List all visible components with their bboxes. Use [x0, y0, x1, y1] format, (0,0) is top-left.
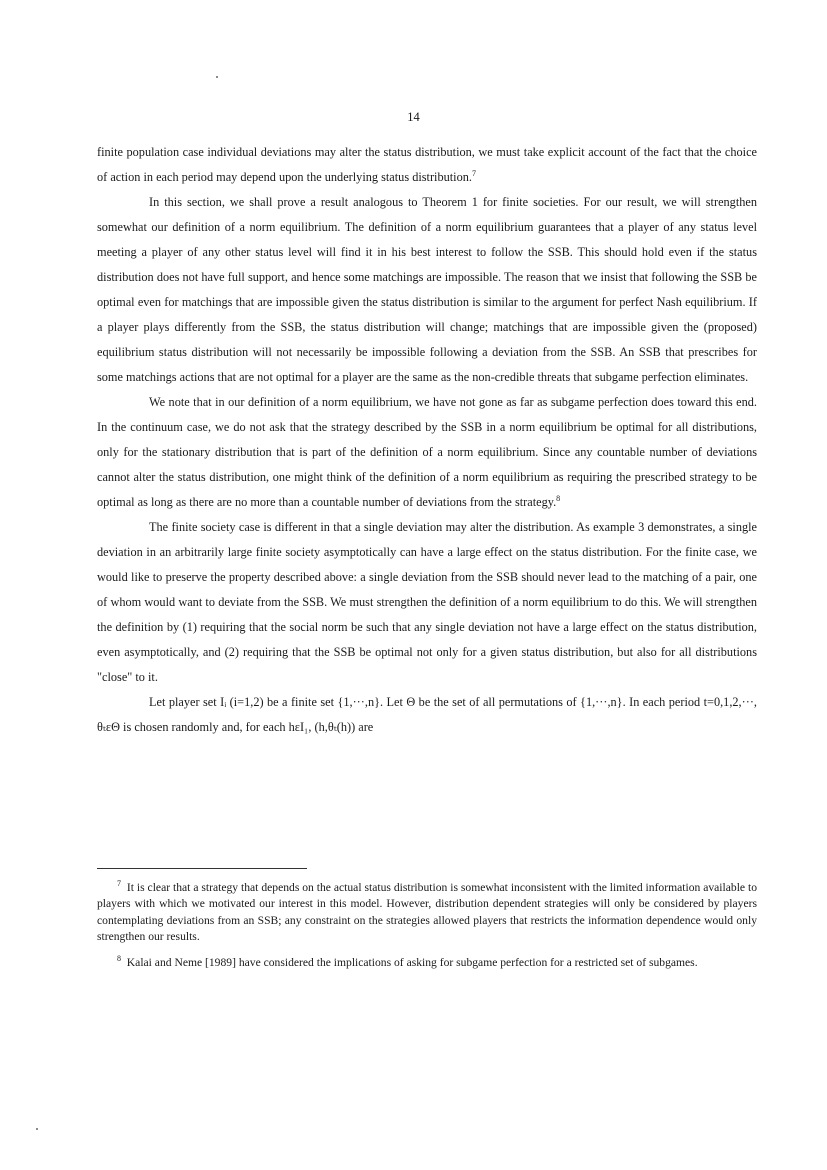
paragraph: finite population case individual deviations may alter the status distribution, we must take explicit account of the fact that the choice of action in each period may depend upon the underlying status distribution.$^7$ — [97, 145, 757, 184]
scan-speck — [36, 1128, 38, 1130]
scan-speck — [216, 76, 218, 78]
footnote-mark: 7 — [117, 879, 121, 889]
footnote-separator — [97, 868, 307, 869]
paragraph: We note that in our definition of a norm equilibrium, we have not gone as far as subgame perfection does toward this end. In the continuum case, we do not ask that the strategy described by the SSB in a norm equilibrium be optimal for all distributions, only for the stationary distribution that is part of the definition of a norm equilibrium. Since any countable number of deviations cannot alter the status distribution, one might think of the definition of a norm equilibrium as requiring the prescribed strategy to be optimal as long as there are no more than a countable number of deviations from the strategy.$^8$ — [97, 395, 757, 509]
footnote-ref: 8 — [556, 493, 561, 503]
paragraph: Let player set Iᵢ (i=1,2) be a finite set {1,···,n}. Let Θ be the set of all permutations of {1,···,n}. In each period t=0,1,2,···, θₜεΘ is chosen randomly and, for each hεI₁, (h,θₜ(h)) are — [97, 695, 757, 734]
footnotes — [97, 880, 757, 980]
footnote-mark: 8 — [117, 953, 121, 963]
paragraph: The finite society case is different in that a single deviation may alter the distribution. As example 3 demonstrates, a single deviation in an arbitrarily large finite society asymptotically can have a large effect on the status distribution. For the finite case, we would like to preserve the property described above: a single deviation from the SSB should never lead to the matching of a pair, one of whom would want to deviate from the SSB. We must strengthen the definition of a norm equilibrium to do this. We will strengthen the definition by (1) requiring that the social norm be such that any single deviation not have a large effect on the status distribution, even asymptotically, and (2) requiring that the SSB be optimal not only for a given status distribution, but also for all distributions "close" to it. — [97, 520, 757, 684]
paragraph: In this section, we shall prove a result analogous to Theorem 1 for finite societies. For our result, we will strengthen somewhat our definition of a norm equilibrium. The definition of a norm equilibrium guarantees that a player of any status level meeting a player of any other status level will find it in his best interest to follow the SSB. This should hold even if the status distribution does not have full support, and hence some matchings are impossible. The reason that we insist that following the SSB be optimal even for matchings that are impossible given the status distribution is similar to the argument for perfect Nash equilibrium. If a player plays differently from the SSB, the status distribution will change; matchings that are impossible given the (proposed) equilibrium status distribution will not necessarily be impossible following a deviation from the SSB. An SSB that prescribes for some matchings actions that are not optimal for a player are the same as the non-credible threats that subgame perfection eliminates. — [97, 195, 757, 384]
footnote: $^8$ Kalai and Neme [1989] have considered the implications of asking for subgame perfection for a restricted set of subgames. — [117, 953, 698, 969]
footnote: $^7$ It is clear that a strategy that depends on the actual status distribution is somewhat inconsistent with the limited information available to players with which we motivated our interest in this model. However, distribution dependent strategies will only be considered by players contemplating deviations from an SSB; any constraint on the strategies allowed players that restricts the information dependence would only strengthen our results. — [97, 879, 758, 944]
page-number: 14 — [407, 110, 420, 124]
footnote-ref: 7 — [471, 168, 476, 178]
main-text — [97, 140, 757, 740]
